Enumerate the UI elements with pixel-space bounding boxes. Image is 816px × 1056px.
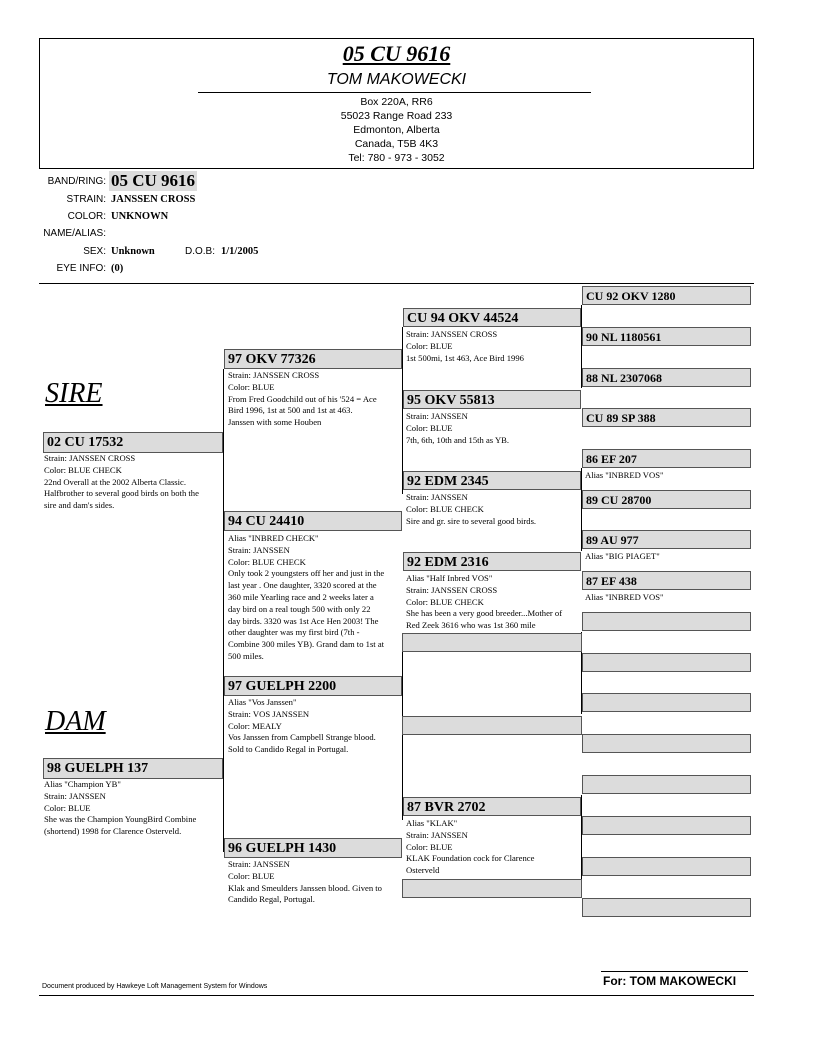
detail-line: Color: BLUE (406, 422, 453, 433)
detail-line: Color: BLUE (44, 802, 91, 813)
detail-line: Color: BLUE CHECK (228, 556, 306, 567)
detail-line: Vos Janssen from Campbell Strange blood. (228, 732, 376, 743)
header-owner-name: TOM MAKOWECKI (326, 71, 467, 88)
address-line: 55023 Range Road 233 (340, 110, 453, 122)
dam-sire-details (228, 697, 403, 756)
gen4-band-box-1: CU 92 OKV 1280 (582, 286, 751, 305)
dam-dam-band-box: 96 GUELPH 1430 (224, 838, 402, 858)
address-line: Canada, T5B 4K3 (354, 138, 439, 150)
header-divider (198, 92, 591, 93)
detail-line: Color: BLUE CHECK (44, 464, 122, 475)
produced-by-note: Document produced by Hawkeye Loft Management System for Windows (42, 983, 268, 990)
gen3-band-box-3: 92 EDM 2345 (403, 471, 581, 490)
detail-line: Combine 300 miles YB). Grand dam to 1st at (228, 639, 385, 650)
detail-line: Color: BLUE CHECK (406, 596, 484, 607)
gen4-alias-7: Alias "BIG PIAGET" (585, 551, 660, 561)
gen4-band-box-12 (582, 734, 751, 753)
gen3-band-box-5 (402, 633, 582, 652)
detail-line: 1st 500mi, 1st 463, Ace Bird 1996 (406, 352, 524, 363)
detail-line: Alias "KLAK" (406, 818, 458, 828)
detail-line: Sold to Candido Regal in Portugal. (228, 744, 349, 755)
dam-band-box: 98 GUELPH 137 (43, 758, 223, 779)
detail-line: Strain: JANSSEN CROSS (406, 584, 498, 595)
section-divider (39, 283, 754, 284)
detail-line: 7th, 6th, 10th and 15th as YB. (406, 434, 510, 445)
detail-line: other daughter was my first bird (7th - (228, 627, 360, 638)
detail-line: Strain: JANSSEN (44, 790, 106, 801)
sex-value: Unknown (111, 246, 155, 257)
sex-label: SEX: (83, 246, 106, 257)
detail-line: She was the Champion YoungBird Combine (44, 814, 197, 825)
detail-line: day birds. 3320 was 1st Ace Hen 2003! The (228, 615, 379, 626)
gen4-band-box-3: 88 NL 2307068 (582, 368, 751, 387)
detail-line: Strain: JANSSEN (406, 829, 468, 840)
detail-line: Strain: JANSSEN CROSS (44, 453, 136, 463)
sire-dam-details (228, 533, 404, 663)
gen4-band-box-15 (582, 857, 751, 876)
gen3-band-box-1: CU 94 OKV 44524 (403, 308, 581, 327)
footer-divider (39, 995, 754, 996)
gen4-band-box-16 (582, 898, 751, 917)
detail-line: Strain: JANSSEN (406, 411, 468, 421)
detail-line: Color: BLUE (228, 381, 275, 392)
detail-line: 22nd Overall at the 2002 Alberta Classic. (44, 476, 187, 487)
gen4-band-box-4: CU 89 SP 388 (582, 408, 751, 427)
strain-label: STRAIN: (66, 194, 106, 205)
detail-line: Color: BLUE (406, 340, 453, 351)
detail-line: day bird on a real tough 500 with only 22 (228, 603, 371, 614)
detail-line: Osterveld (406, 865, 440, 876)
detail-line: Klak and Smeulders Janssen blood. Given to (228, 882, 382, 893)
address-line: Tel: 780 - 973 - 3052 (348, 152, 445, 164)
detail-line: Color: BLUE CHECK (406, 503, 484, 514)
detail-line: Strain: VOS JANSSEN (228, 708, 310, 719)
sire-band-box: 02 CU 17532 (43, 432, 223, 453)
gen4-band-box-14 (582, 816, 751, 835)
name-alias-label: NAME/ALIAS: (43, 228, 106, 239)
gen3-details-4 (406, 573, 582, 632)
detail-line: Alias "Half Inbred VOS" (406, 573, 493, 583)
gen4-band-box-9 (582, 612, 751, 631)
gen3-details-3 (406, 492, 582, 527)
gen4-alias-8: Alias "INBRED VOS" (585, 592, 664, 602)
band-value: 05 CU 9616 (111, 171, 196, 190)
color-label: COLOR: (67, 211, 106, 222)
sire-dam-band-box: 94 CU 24410 (224, 511, 402, 531)
detail-line: Strain: JANSSEN (228, 859, 290, 869)
gen4-band-box-7: 89 AU 977 (582, 530, 751, 549)
gen4-band-box-10 (582, 653, 751, 672)
gen3-band-box-6 (402, 716, 582, 735)
address-line: Box 220A, RR6 (360, 96, 433, 108)
detail-line: Alias "INBRED CHECK" (228, 533, 319, 543)
detail-line: Sire and gr. sire to several good birds. (406, 515, 537, 526)
detail-line: Alias "Champion YB" (44, 779, 121, 789)
address-line: Edmonton, Alberta (353, 124, 440, 136)
header-band-number: 05 CU 9616 (342, 41, 451, 66)
dam-details (44, 779, 224, 838)
sire-sire-band-box: 97 OKV 77326 (224, 349, 402, 369)
detail-line: sire and dam's sides. (44, 500, 115, 511)
detail-line: last year . One daughter, 3320 scored at the (228, 580, 377, 591)
detail-line: Candido Regal, Portugal. (228, 894, 315, 905)
detail-line: (shortend) 1998 for Clarence Osterveld. (44, 826, 182, 837)
sire-sire-details (228, 370, 403, 429)
gen3-band-box-2: 95 OKV 55813 (403, 390, 581, 409)
footer-owner-rule (601, 971, 748, 972)
detail-line: Color: MEALY (228, 720, 282, 731)
detail-line: Strain: JANSSEN CROSS (228, 370, 320, 380)
gen4-band-box-2: 90 NL 1180561 (582, 327, 751, 346)
detail-line: 360 mile Yearling race and 2 weeks later a (228, 591, 374, 602)
gen3-details-1 (406, 329, 582, 364)
detail-line: Only took 2 youngsters off her and just in the (228, 568, 385, 579)
detail-line: Strain: JANSSEN CROSS (406, 329, 498, 339)
gen4-band-box-11 (582, 693, 751, 712)
detail-line: Bird 1996, 1st at 500 and 1st at 463. (228, 405, 353, 416)
color-value: UNKNOWN (111, 211, 169, 222)
strain-value: JANSSEN CROSS (111, 194, 196, 205)
gen4-band-box-8: 87 EF 438 (582, 571, 751, 590)
detail-line: 500 miles. (228, 650, 264, 661)
detail-line: Strain: JANSSEN (406, 492, 468, 502)
dob-label: D.O.B: (185, 246, 216, 257)
detail-line: Red Zeek 3616 who was 1st 360 mile (406, 620, 536, 631)
detail-line: She has been a very good breeder...Mother of (406, 608, 563, 619)
header-box (39, 38, 754, 169)
gen3-details-2 (406, 411, 582, 446)
detail-line: Janssen with some Houben (228, 417, 322, 428)
gen3-band-box-8 (402, 879, 582, 898)
detail-line: KLAK Foundation cock for Clarence (406, 853, 535, 864)
eye-info-label: EYE INFO: (56, 263, 106, 274)
detail-line: From Fred Goodchild out of his '524 = Ace (228, 393, 377, 404)
footer-owner: For: TOM MAKOWECKI (603, 974, 737, 988)
eye-info-value: (0) (111, 263, 124, 274)
band-label: BAND/RING: (47, 176, 106, 187)
dam-dam-details (228, 859, 403, 906)
gen4-band-box-5: 86 EF 207 (582, 449, 751, 468)
detail-line: Alias "Vos Janssen" (228, 697, 297, 707)
gen3-band-box-7: 87 BVR 2702 (403, 797, 581, 816)
gen4-alias-5: Alias "INBRED VOS" (585, 470, 664, 480)
detail-line: Color: BLUE (406, 841, 453, 852)
detail-line: Halfbrother to several good birds on both the (44, 488, 199, 499)
sire-details (44, 453, 224, 512)
gen4-band-box-13 (582, 775, 751, 794)
detail-line: Color: BLUE (228, 870, 275, 881)
gen4-band-box-6: 89 CU 28700 (582, 490, 751, 509)
gen3-band-box-4: 92 EDM 2316 (403, 552, 581, 571)
dob-value: 1/1/2005 (221, 246, 259, 257)
sire-label: SIRE (45, 378, 103, 409)
dam-label: DAM (45, 706, 106, 737)
dam-sire-band-box: 97 GUELPH 2200 (224, 676, 402, 696)
gen3-details-7 (406, 818, 582, 877)
detail-line: Strain: JANSSEN (228, 544, 290, 555)
